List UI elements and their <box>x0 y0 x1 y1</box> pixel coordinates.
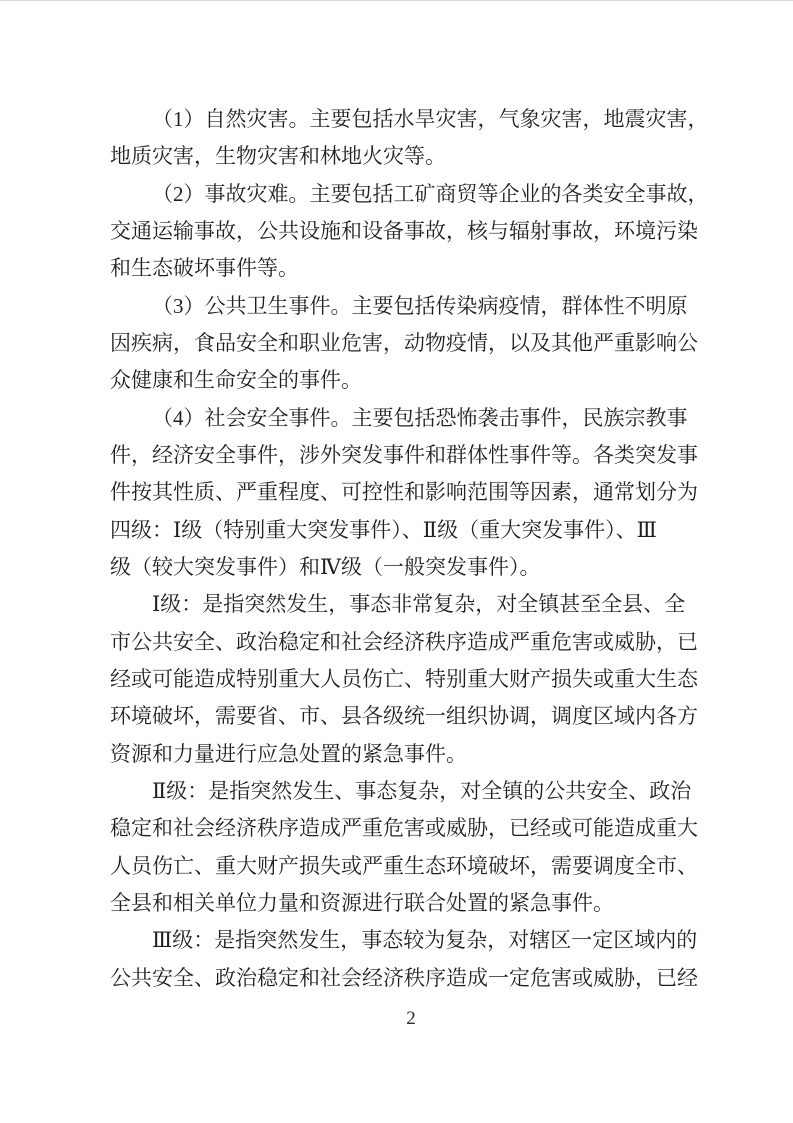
text-line: Ⅰ级：是指突然发生，事态非常复杂，对全镇甚至全县、全 <box>152 592 686 617</box>
text-line: 地质灾害，生物灾害和林地火灾等。 <box>110 144 446 169</box>
paragraph-social-security-events <box>110 400 698 587</box>
text-line: 因疾病，食品安全和职业危害，动物疫情，以及其他严重影响公 <box>110 330 698 355</box>
paragraph-level-3-definition <box>110 922 698 997</box>
text-line: 件按其性质、严重程度、可控性和影响范围等因素，通常划分为 <box>110 480 698 505</box>
text-line: 全县和相关单位力量和资源进行联合处置的紧急事件。 <box>110 890 614 915</box>
text-line: 人员伤亡、重大财产损失或严重生态环境破坏，需要调度全市、 <box>110 853 698 878</box>
text-line: 件，经济安全事件，涉外突发事件和群体性事件等。各类突发事 <box>110 442 698 467</box>
paragraph-accident-disasters <box>110 176 709 288</box>
text-line: 资源和力量进行应急处置的紧急事件。 <box>110 741 467 766</box>
text-line: 众健康和生命安全的事件。 <box>110 368 362 393</box>
text-line: 市公共安全、政治稳定和社会经济秩序造成严重危害或威胁，已 <box>110 629 698 654</box>
paragraph-level-2-definition <box>110 773 698 922</box>
text-line: 经或可能造成特别重大人员伤亡、特别重大财产损失或重大生态 <box>110 666 698 691</box>
text-line: Ⅱ级：是指突然发生、事态复杂，对全镇的公共安全、政治 <box>152 778 692 803</box>
paragraph-public-health-events <box>110 288 698 400</box>
text-line: 级（较大突发事件）和Ⅳ级（一般突发事件）。 <box>110 554 541 579</box>
text-line: 稳定和社会经济秩序造成严重危害或威胁，已经或可能造成重大 <box>110 816 698 841</box>
document-body-text <box>110 101 709 997</box>
page-number: 2 <box>406 1008 416 1029</box>
paragraph-natural-disasters <box>110 101 709 176</box>
text-line: （2）事故灾难。主要包括工矿商贸等企业的各类安全事故， <box>152 181 709 206</box>
text-line: Ⅲ级：是指突然发生，事态较为复杂，对辖区一定区域内的 <box>152 928 698 953</box>
text-line: 环境破坏，需要省、市、县各级统一组织协调，调度区域内各方 <box>110 704 698 729</box>
text-line: 和生态破坏事件等。 <box>110 256 299 281</box>
text-line: 交通运输事故，公共设施和设备事故，核与辐射事故，环境污染 <box>110 218 698 243</box>
text-line: 公共安全、政治稳定和社会经济秩序造成一定危害或威胁，已经 <box>110 965 698 990</box>
paragraph-level-1-definition <box>110 586 698 773</box>
text-line: 四级：Ⅰ级（特别重大突发事件）、Ⅱ级（重大突发事件）、Ⅲ <box>110 517 657 542</box>
text-line: （1）自然灾害。主要包括水旱灾害，气象灾害，地震灾害， <box>152 107 709 131</box>
text-line: （3）公共卫生事件。主要包括传染病疫情，群体性不明原 <box>152 293 688 318</box>
text-line: （4）社会安全事件。主要包括恐怖袭击事件，民族宗教事 <box>152 405 688 430</box>
